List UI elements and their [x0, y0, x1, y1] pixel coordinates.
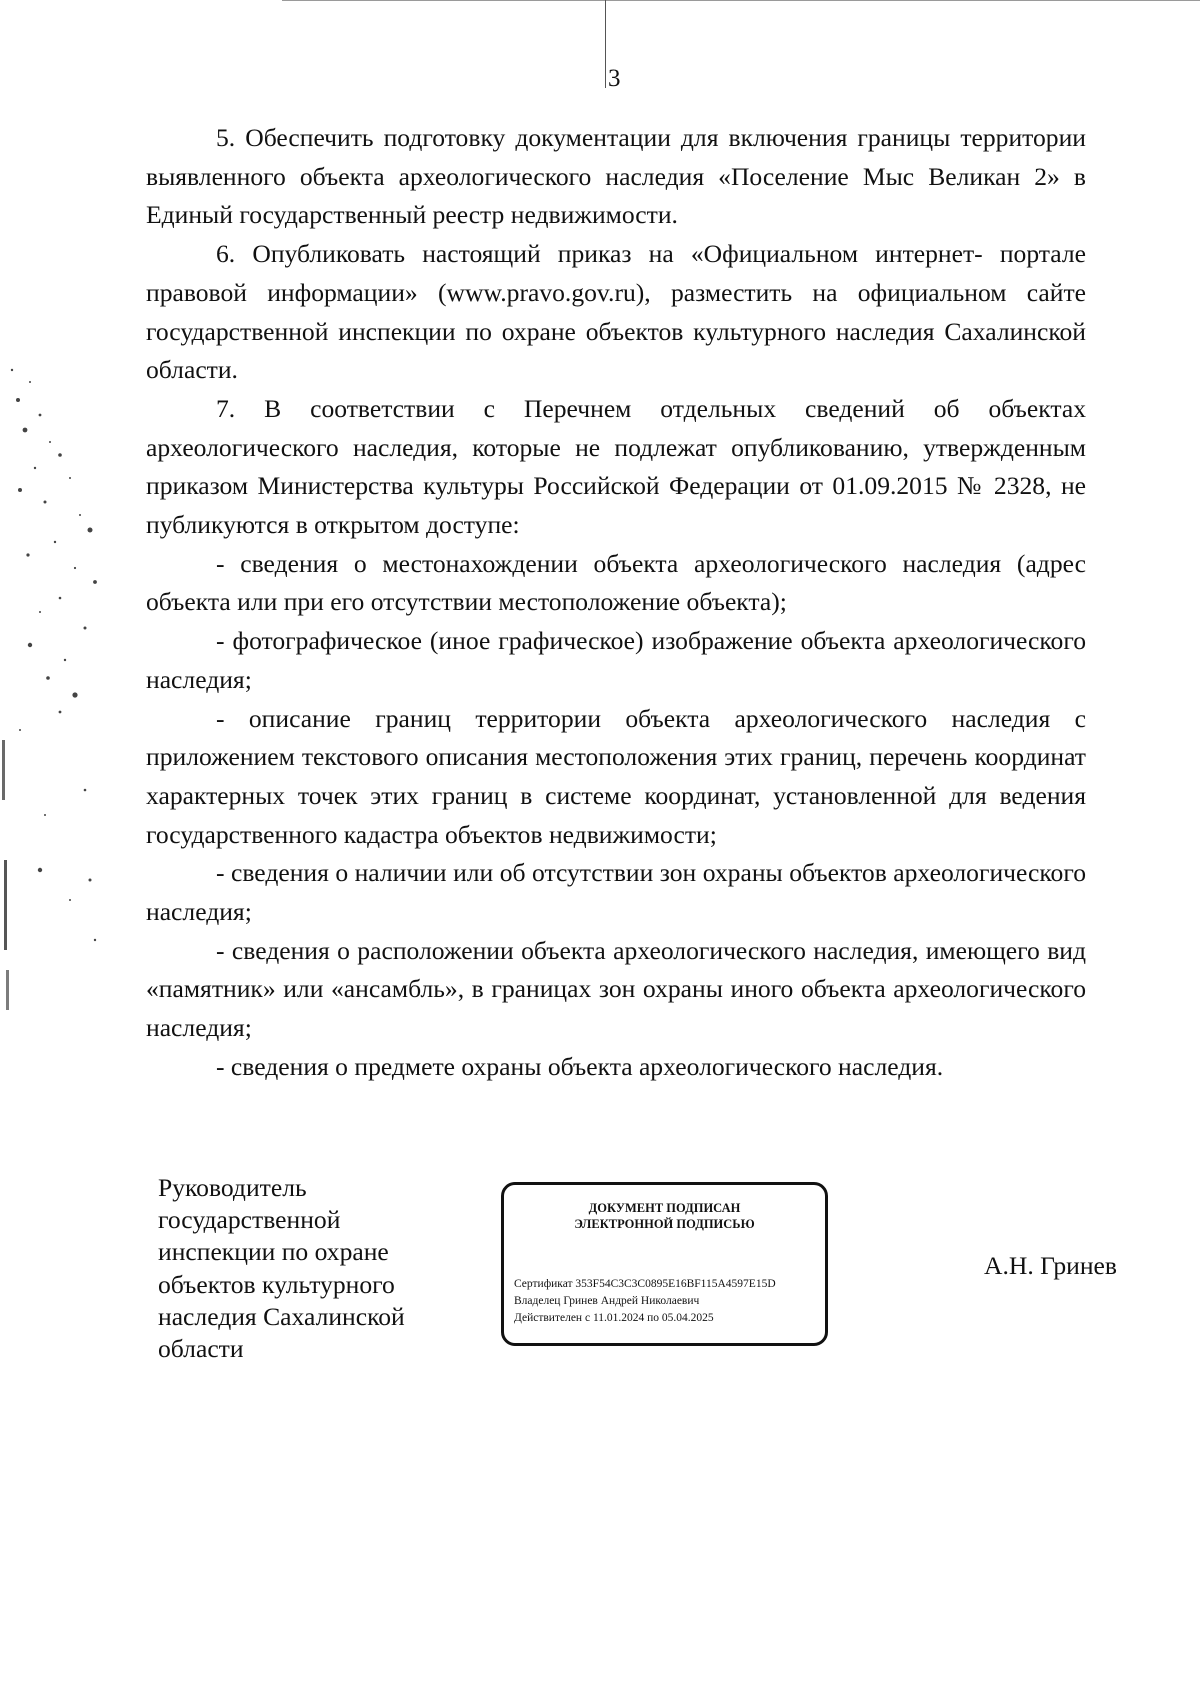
- list-item-photo: - фотографическое (иное графическое) изображение объекта археологического наследия;: [146, 626, 1086, 694]
- paragraph-item-6: 6. Опубликовать настоящий приказ на «Официальном интернет- портале правовой информации» (www.pravo.gov.ru), разместить на официальном сайте государственной инспекции по охране объектов культурного наследия Сахалинской области.: [146, 239, 1086, 385]
- list-item-location: - сведения о местонахождении объекта археологического наследия (адрес объекта или при его отсутствии местоположение объекта);: [146, 548, 1086, 617]
- paragraph-item-5: 5. Обеспечить подготовку документации для включения границы территории выявленного объекта археологического наследия «Поселение Мыс Великан 2» в Единый государственный реестр недвижимости.: [146, 123, 1086, 230]
- stamp-validity: Действителен с 11.01.2024 по 05.04.2025: [514, 1312, 714, 1324]
- page-number: 3: [608, 65, 621, 92]
- stamp-details: [514, 1276, 824, 1327]
- signatory-position: Руководитель государственной инспекции по охране объектов культурного наследия Сахалинской области: [158, 1173, 405, 1364]
- list-item-protection-zones: - сведения о наличии или об отсутствии зон охраны объектов археологического наследия;: [146, 858, 1086, 927]
- page-top-border: [282, 0, 1200, 1]
- stamp-heading-line-1: ДОКУМЕНТ ПОДПИСАН: [588, 1201, 741, 1215]
- stamp-owner: Владелец Гринев Андрей Николаевич: [514, 1295, 700, 1307]
- list-item-monument-location: - сведения о расположении объекта археологического наследия, имеющего вид «памятник» или «ансамбль», в границах зон охраны иного объекта археологического наследия;: [146, 935, 1086, 1043]
- scan-noise-marks: [0, 360, 120, 1320]
- paragraph-item-7: 7. В соответствии с Перечнем отдельных сведений об объектах археологического наследия, которые не подлежат опубликованию, утвержденным приказом Министерства культуры Российской Федерации от 01.09.2015 № 2328, не публикуются в открытом доступе:: [146, 393, 1086, 540]
- stamp-heading: [504, 1200, 825, 1232]
- list-item-protection-subject: - сведения о предмете охраны объекта археологического наследия.: [216, 1051, 944, 1081]
- scan-fold-line: [605, 0, 606, 88]
- signatory-name: А.Н. Гринев: [984, 1251, 1117, 1280]
- list-item-boundaries: - описание границ территории объекта археологического наследия с приложением текстового описания местоположения этих границ, перечень координат характерных точек этих границ в системе координат, установленной для ведения государственного кадастра объектов недвижимости;: [146, 703, 1086, 849]
- document-body: [146, 119, 1086, 1087]
- stamp-certificate: Сертификат 353F54C3C3C0895E16BF115A4597E15D: [514, 1278, 776, 1290]
- stamp-heading-line-2: ЭЛЕКТРОННОЙ ПОДПИСЬЮ: [574, 1217, 755, 1231]
- electronic-signature-stamp: [501, 1182, 828, 1346]
